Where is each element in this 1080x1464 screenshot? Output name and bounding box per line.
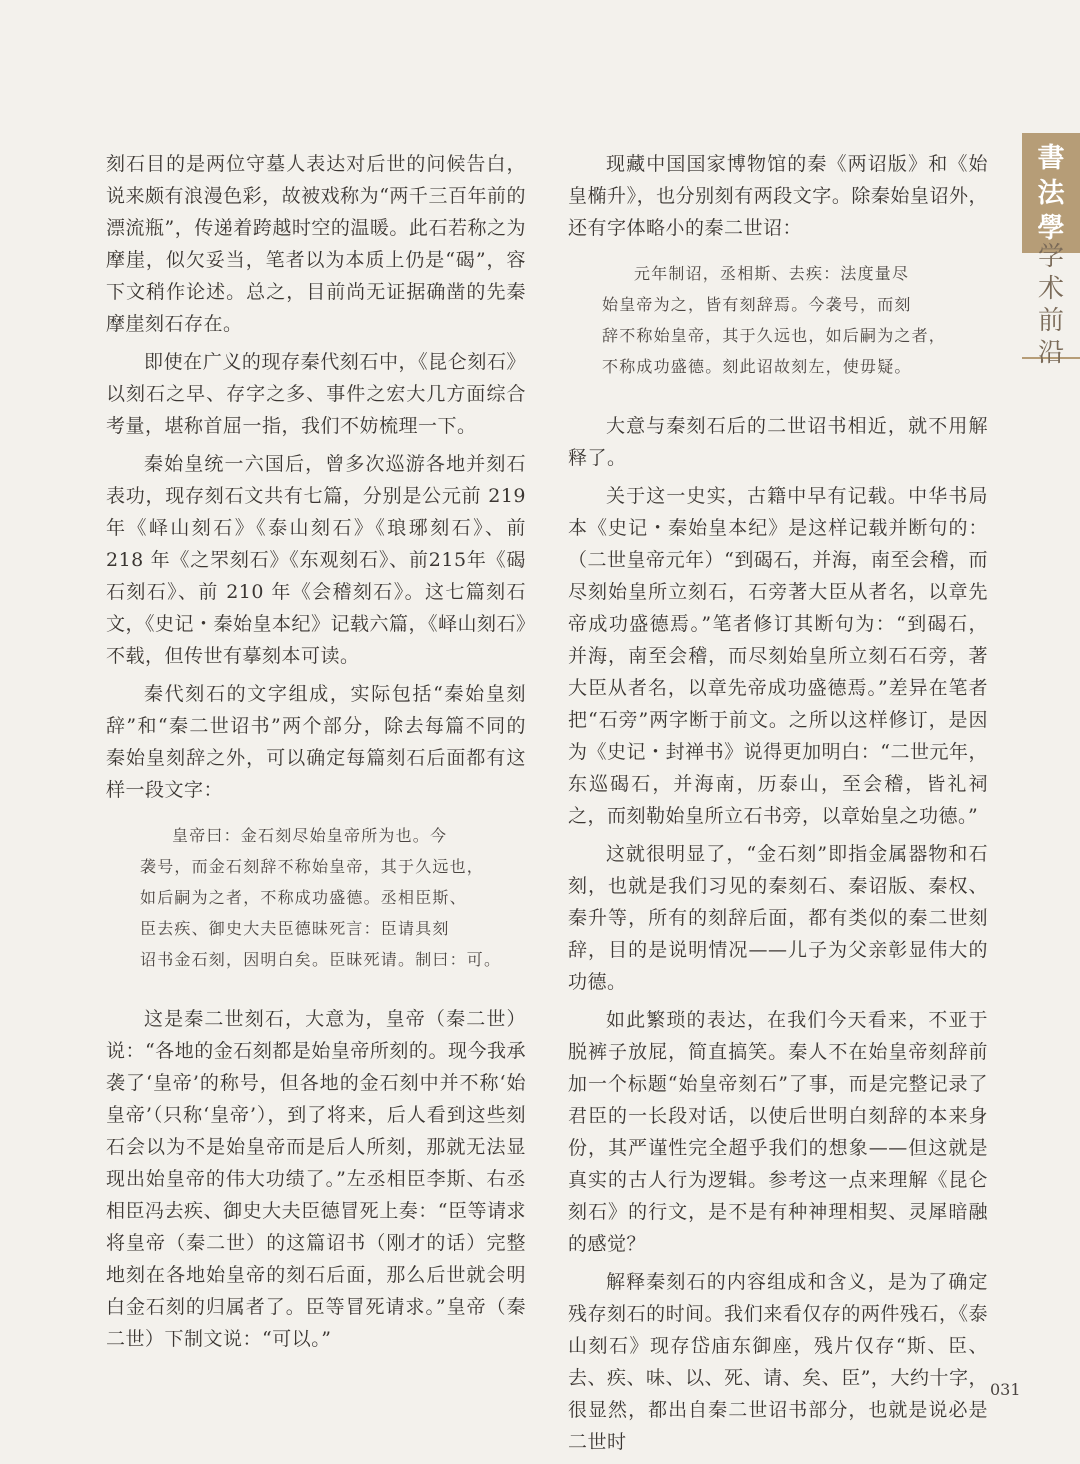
edict-quote [568, 258, 988, 382]
right-column [568, 148, 988, 1464]
quote-line: 始皇帝为之，皆有刻辞焉。今袭号，而刻 [602, 295, 912, 314]
section-name-char: 前 [1037, 306, 1064, 336]
journal-section-tab [1022, 133, 1080, 368]
quote-line: 袭号，而金石刻辞不称始皇帝，其于久远也， [140, 857, 485, 876]
page-number: 031 [990, 1380, 1021, 1399]
quote-line: 辞不称始皇帝，其于久远也，如后嗣为之者， [602, 326, 947, 345]
journal-title-char: 法 [1037, 177, 1065, 209]
paragraph: 秦始皇统一六国后，曾多次巡游各地并刻石表功，现存刻石文共有七篇，分别是公元前 219 年《峄山刻石》《泰山刻石》《琅琊刻石》、前 218 年《之罘刻石》《东观刻石》、前215年《碣石刻石》、前 210 年《会稽刻石》。这七篇刻石文，《史记・秦始皇本纪》记载六篇，《峄山刻石》不载，但传世有摹刻本可读。 [106, 453, 527, 667]
paragraph: 这是秦二世刻石，大意为，皇帝（秦二世）说：“各地的金石刻都是始皇帝所刻的。现今我承袭了‘皇帝’的称号，但各地的金石刻中并不称‘始皇帝’（只称‘皇帝’），到了将来，后人看到这些刻石会以为不是始皇帝而是后人所刻，那就无法显现出始皇帝的伟大功绩了。”左丞相臣李斯、右丞相臣冯去疾、御史大夫臣德冒死上奏：“臣等请求将皇帝（秦二世）的这篇诏书（刚才的话）完整地刻在各地始皇帝的刻石后面，那么后世就会明白金石刻的归属者了。臣等冒死请求。”皇帝（秦二世）下制文说：“可以。” [106, 1008, 526, 1350]
paragraph: 关于这一史实，古籍中早有记载。中华书局本《史记・秦始皇本纪》是这样记载并断句的：（二世皇帝元年）“到碣石，并海，南至会稽，而尽刻始皇所立刻石，石旁著大臣从者名，以章先帝成功盛德焉。”笔者修订其断句为：“到碣石，并海，南至会稽，而尽刻始皇所立刻石石旁，著大臣从者名，以章先帝成功盛德焉。”差异在笔者把“石旁”两字断于前文。之所以这样修订，是因为《史记・封禅书》说得更加明白：“二世元年，东巡碣石，并海南，历泰山，至会稽，皆礼祠之，而刻勒始皇所立石书旁，以章始皇之功德。” [568, 485, 988, 827]
paragraph: 现藏中国国家博物馆的秦《两诏版》和《始皇椭升》，也分别刻有两段文字。除秦始皇诏外，还有字体略小的秦二世诏： [568, 153, 988, 239]
paragraph: 解释秦刻石的内容组成和含义，是为了确定残存刻石的时间。我们来看仅存的两件残石，《泰山刻石》现存岱庙东御座，残片仅存“斯、臣、去、疾、味、以、死、请、矣、臣”，大约十字，很显然，都出自秦二世诏书部分，也就是说必是二世时 [568, 1271, 988, 1453]
paragraph: 秦代刻石的文字组成，实际包括“秦始皇刻辞”和“秦二世诏书”两个部分，除去每篇不同的秦始皇刻辞之外，可以确定每篇刻石后面都有这样一段文字： [106, 683, 526, 801]
quote-line: 如后嗣为之者，不称成功盛德。丞相臣斯、 [140, 888, 467, 907]
section-name-char: 学 [1037, 242, 1064, 272]
paragraph: 如此繁琐的表达，在我们今天看来，不亚于脱裤子放屁，简直搞笑。秦人不在始皇帝刻辞前加一个标题“始皇帝刻石”了事，而是完整记录了君臣的一长段对话，以使后世明白刻辞的本来身份，其严谨性完全超乎我们的想象——但这就是真实的古人行为逻辑。参考这一点来理解《昆仑刻石》的行文，是不是有种神理相契、灵犀暗融的感觉？ [568, 1009, 988, 1255]
section-name-char: 术 [1037, 274, 1064, 304]
journal-title-char: 書 [1037, 142, 1065, 174]
section-name-char: 沿 [1037, 338, 1064, 368]
section-name [1022, 242, 1080, 368]
quote-line: 臣去疾、御史大夫臣德昧死言：臣请具刻 [140, 919, 450, 938]
inscription-quote [106, 820, 526, 975]
left-column [106, 148, 526, 1361]
quote-line: 皇帝曰：金石刻尽始皇帝所为也。今 [172, 826, 448, 845]
journal-title [1022, 133, 1080, 253]
quote-line: 元年制诏，丞相斯、去疾：法度量尽 [634, 264, 910, 283]
paragraph: 这就很明显了，“金石刻”即指金属器物和石刻，也就是我们习见的秦刻石、秦诏版、秦权、秦升等，所有的刻辞后面，都有类似的秦二世刻辞，目的是说明情况——儿子为父亲彰显伟大的功德。 [568, 843, 988, 993]
paragraph: 刻石目的是两位守墓人表达对后世的问候告白，说来颇有浪漫色彩，故被戏称为“两千三百年前的漂流瓶”，传递着跨越时空的温暖。此石若称之为摩崖，似欠妥当，笔者以为本质上仍是“碣”，容下文稍作论述。总之，目前尚无证据确凿的先秦摩崖刻石存在。 [106, 153, 526, 335]
journal-title-char: 學 [1037, 212, 1065, 244]
quote-line: 诏书金石刻，因明白矣。臣昧死请。制曰：可。 [140, 950, 502, 969]
paragraph: 大意与秦刻石后的二世诏书相近，就不用解释了。 [568, 415, 988, 469]
quote-line: 不称成功盛德。刻此诏故刻左，使毋疑。 [602, 357, 912, 376]
paragraph: 即使在广义的现存秦代刻石中，《昆仑刻石》以刻石之早、存字之多、事件之宏大几方面综合考量，堪称首屈一指，我们不妨梳理一下。 [106, 351, 526, 437]
